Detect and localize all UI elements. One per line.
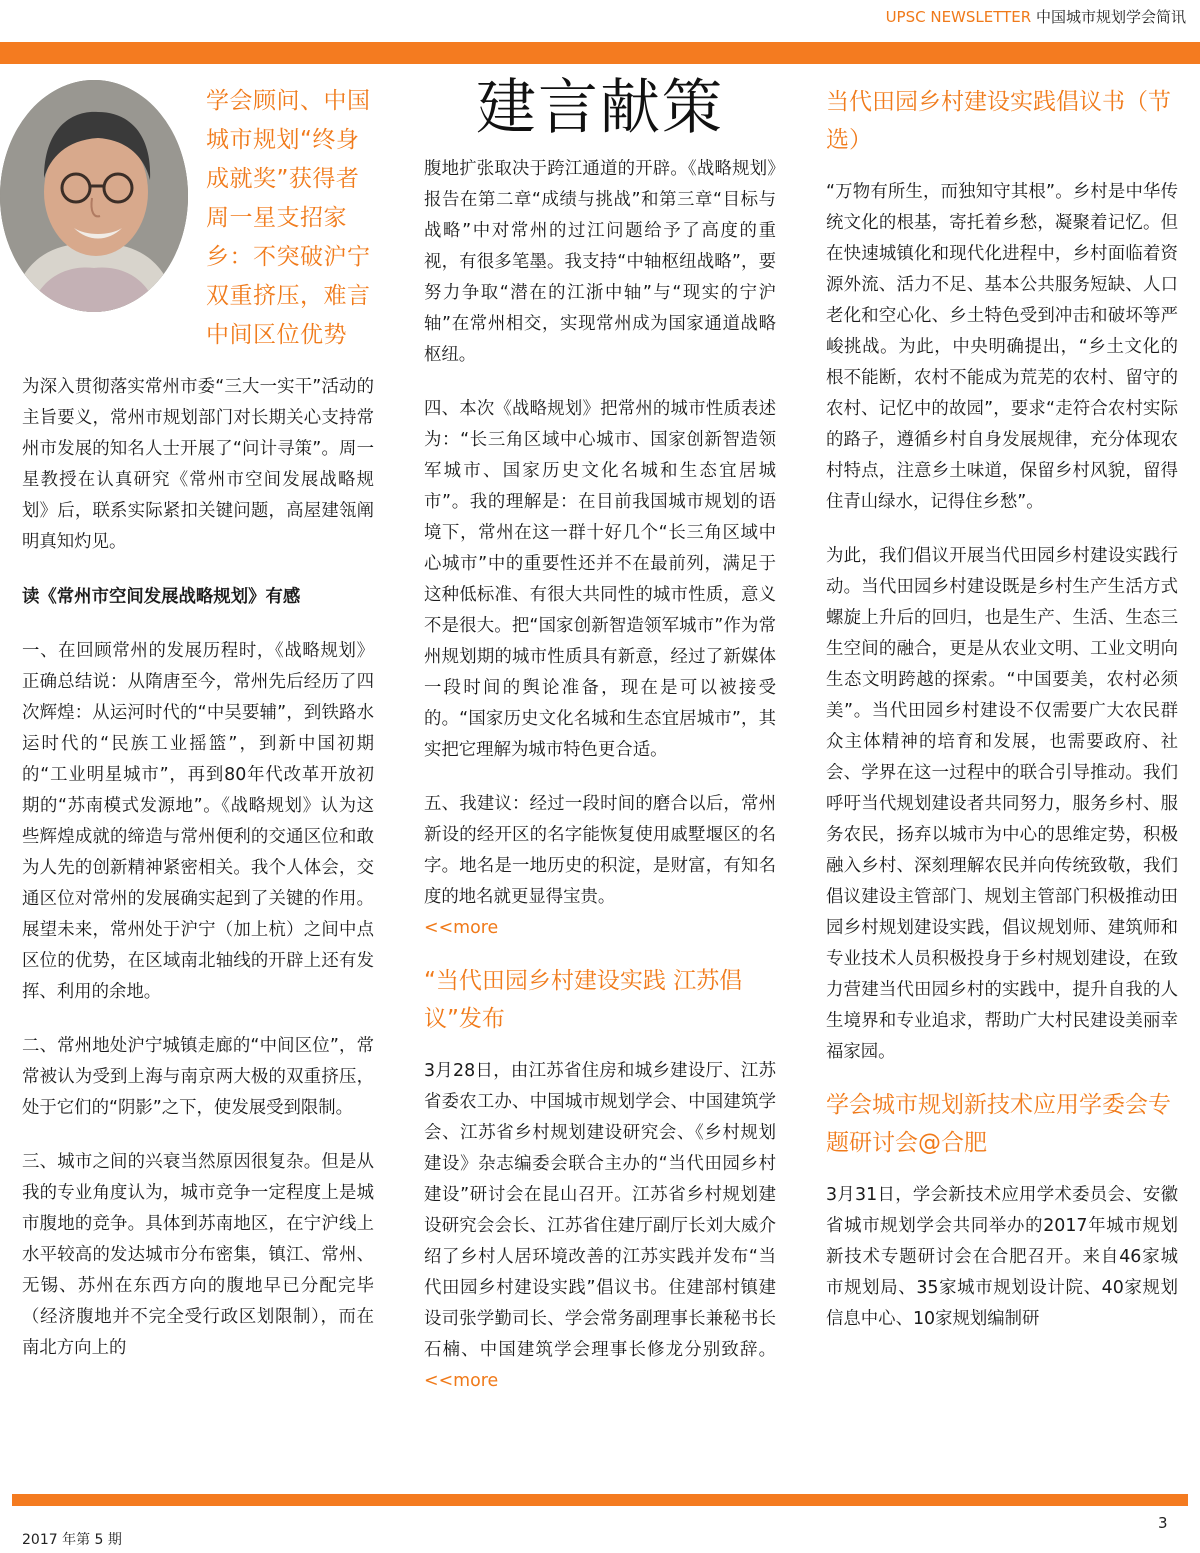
author-portrait	[0, 80, 188, 312]
section-title: 建言献策	[476, 73, 724, 143]
pull-quote-box	[206, 82, 374, 355]
newsletter-brand: UPSC NEWSLETTER	[885, 8, 1032, 26]
intro-paragraph: 为深入贯彻落实常州市委“三大一实干”活动的主旨要义，常州市规划部门对长期关心支持常州市发展的知名人士开展了“问计寻策”。周一星教授在认真研究《常州市空间发展战略规划》后，联系实际紧扣关键问题，高屋建瓴阐明真知灼见。	[22, 377, 374, 552]
portrait-image	[0, 80, 188, 312]
article-paragraph-3: 三、城市之间的兴衰当然原因很复杂。但是从我的专业角度认为，城市竞争一定程度上是城市腹地的竞争。具体到苏南地区，在宁沪线上水平较高的发达城市分布密集，镇江、常州、无锡、苏州在东西方向的腹地早已分配完毕（经济腹地并不完全受行政区划限制），而在南北方向上的	[22, 1152, 374, 1358]
page-number: 3	[1158, 1514, 1168, 1532]
header-divider-bar	[0, 42, 1200, 64]
issue-label: 2017 年第 5 期	[22, 1532, 122, 1548]
jiangsu-heading: “当代田园乡村建设实践 江苏倡议”发布	[424, 968, 743, 1032]
article-subheading: 读《常州市空间发展战略规划》有感	[22, 587, 301, 607]
article-paragraph-1: 一、在回顾常州的发展历程时，《战略规划》正确总结说：从隋唐至今，常州先后经历了四次辉煌：从运河时代的“中吴要辅”，到铁路水运时代的“民族工业摇篮”，到新中国初期的“工业明星城市”，再到80年代改革开放初期的“苏南模式发源地”。《战略规划》认为这些辉煌成就的缔造与常州便利的交通区位和敢为人先的创新精神紧密相关。我个人体会，交通区位对常州的发展确实起到了关键的作用。展望未来，常州处于沪宁（加上杭）之间中点区位的优势，在区域南北轴线的开辟上还有发挥、利用的余地。	[22, 641, 374, 1002]
initiative-paragraph-1: “万物有所生，而独知守其根”。乡村是中华传统文化的根基，寄托着乡愁，凝聚着记忆。但在快速城镇化和现代化进程中，乡村面临着资源外流、活力不足、基本公共服务短缺、人口老化和空心化、乡土特色受到冲击和破坏等严峻挑战。为此，中央明确提出，“乡土文化的根不能断，农村不能成为荒芜的农村、留守的农村、记忆中的故园”，要求“走符合农村实际的路子，遵循乡村自身发展规律，充分体现农村特点，注意乡土味道，保留乡村风貌，留得住青山绿水，记得住乡愁”。	[826, 182, 1178, 512]
column-middle	[424, 154, 776, 1397]
hefei-heading: 学会城市规划新技术应用学委会专题研讨会@合肥	[826, 1092, 1171, 1156]
more-link-1-text[interactable]: <<more	[424, 918, 499, 938]
article-paragraph-5: 五、我建议：经过一段时间的磨合以后，常州新设的经开区的名字能恢复使用戚墅堰区的名字。地名是一地历史的积淀，是财富，有知名度的地名就更显得宝贵。	[424, 794, 776, 907]
article-paragraph-continued: 腹地扩张取决于跨江通道的开辟。《战略规划》报告在第二章“成绩与挑战”和第三章“目标与战略”中对常州的过江问题给予了高度的重视，有很多笔墨。我支持“中轴枢纽战略”，要努力争取“潜在的江浙中轴”与“现实的宁沪轴”在常州相交，实现常州成为国家通道战略枢纽。	[424, 159, 776, 365]
more-link-2[interactable]: <<more	[424, 1371, 499, 1391]
newsletter-header	[886, 6, 1186, 27]
article-paragraph-4: 四、本次《战略规划》把常州的城市性质表述为：“长三角区域中心城市、国家创新智造领军城市、国家历史文化名城和生态宜居城市”。我的理解是：在目前我国城市规划的语境下，常州在这一群十好几个“长三角区域中心城市”中的重要性还并不在最前列，满足于这种低标准、有很大共同性的城市性质，意义不是很大。把“国家创新智造领军城市”作为常州规划期的城市性质具有新意，经过了新媒体一段时间的舆论准备，现在是可以被接受的。“国家历史文化名城和生态宜居城市”，其实把它理解为城市特色更合适。	[424, 399, 776, 760]
newsletter-org: 中国城市规划学会简讯	[1035, 8, 1186, 26]
initiative-heading: 当代田园乡村建设实践倡议书（节选）	[826, 89, 1171, 153]
footer-divider-bar	[12, 1494, 1188, 1506]
initiative-paragraph-2: 为此，我们倡议开展当代田园乡村建设实践行动。当代田园乡村建设既是乡村生产生活方式螺旋上升后的回归，也是生产、生活、生态三生空间的融合，更是从农业文明、工业文明向生态文明跨越的探索。“中国要美，农村必须美”。当代田园乡村建设不仅需要广大农民群众主体精神的培育和发展，也需要政府、社会、学界在这一过程中的联合引导推动。我们呼吁当代规划建设者共同努力，服务乡村、服务农民，扬弃以城市为中心的思维定势，积极融入乡村、深刻理解农民并向传统致敬，我们倡议建设主管部门、规划主管部门积极推动田园乡村规划建设实践，倡议规划师、建筑师和专业技术人员积极投身于乡村规划建设，在致力营建当代田园乡村的实践中，提升自我的人生境界和专业追求，帮助广大村民建设美丽幸福家园。	[826, 546, 1178, 1062]
column-right	[826, 83, 1178, 1335]
jiangsu-paragraph-text: 3月28日，由江苏省住房和城乡建设厅、江苏省委农工办、中国城市规划学会、中国建筑学会、江苏省乡村规划建设研究会、《乡村规划建设》杂志编委会联合主办的“当代田园乡村建设”研讨会在昆山召开。江苏省乡村规划建设研究会会长、江苏省住建厅副厅长刘大威介绍了乡村人居环境改善的江苏实践并发布“当代田园乡村建设实践”倡议书。住建部村镇建设司张学勤司长、学会常务副理事长兼秘书长石楠、中国建筑学会理事长修龙分别致辞。	[424, 1061, 776, 1360]
more-link-1[interactable]	[424, 913, 776, 944]
pull-quote: 学会顾问、中国城市规划“终身成就奖”获得者周一星支招家乡：不突破沪宁双重挤压，难言中间区位优势	[206, 88, 371, 348]
column-left	[22, 372, 374, 1364]
article-paragraph-2: 二、常州地处沪宁城镇走廊的“中间区位”，常常被认为受到上海与南京两大极的双重挤压，处于它们的“阴影”之下，使发展受到限制。	[22, 1036, 374, 1118]
jiangsu-paragraph	[424, 1056, 776, 1397]
hefei-paragraph: 3月31日，学会新技术应用学术委员会、安徽省城市规划学会共同举办的2017年城市规划新技术专题研讨会在合肥召开。来自46家城市规划局、35家城市规划设计院、40家规划信息中心、10家规划编制研	[826, 1185, 1178, 1329]
